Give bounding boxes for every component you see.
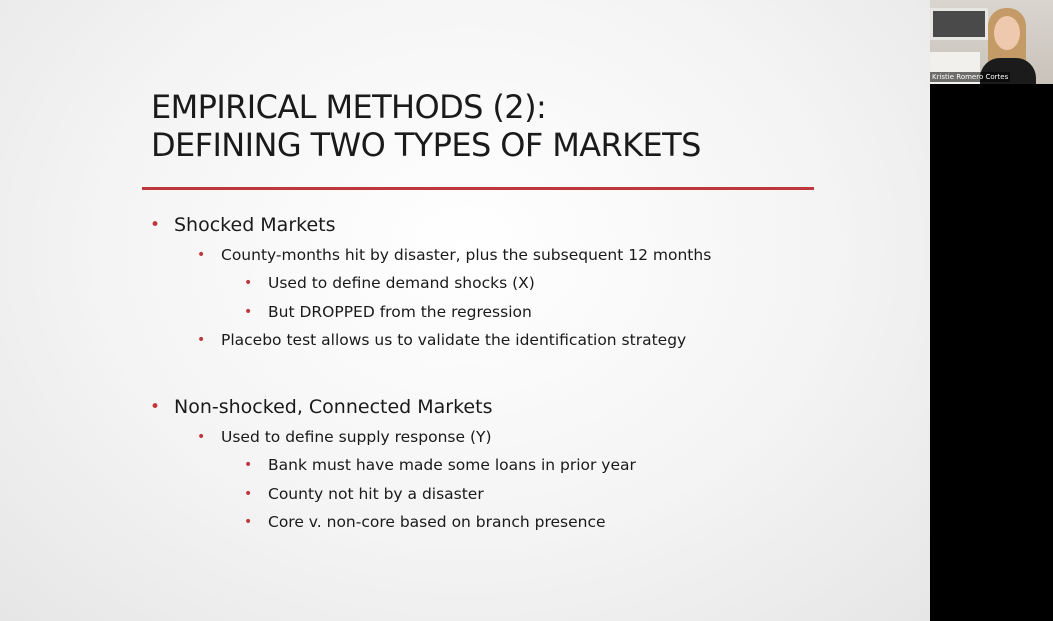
bullet-prior-loans: • Bank must have made some loans in prior year (268, 455, 636, 475)
slide-title (151, 88, 701, 164)
slide-title-line-1: EMPIRICAL METHODS (2): (151, 88, 547, 126)
bullet-shocked-markets: • Shocked Markets (174, 213, 336, 237)
participant-name-label: Kristie Romero Cortes (932, 73, 1009, 81)
participant-video-tile[interactable] (930, 0, 1053, 84)
slide-title-line-2: DEFINING TWO TYPES OF MARKETS (151, 126, 701, 164)
bullet-placebo-test: • Placebo test allows us to validate the identification strategy (221, 330, 686, 350)
bullet-not-hit: • County not hit by a disaster (268, 484, 484, 504)
bullet-core-noncore: • Core v. non-core based on branch presence (268, 512, 606, 532)
bullet-county-months: • County-months hit by disaster, plus the subsequent 12 months (221, 245, 711, 265)
bullet-non-shocked-markets: • Non-shocked, Connected Markets (174, 395, 492, 419)
participant-face (994, 16, 1020, 50)
bullet-supply-response: • Used to define supply response (Y) (221, 427, 492, 447)
bullet-dropped: • But DROPPED from the regression (268, 302, 532, 322)
title-divider (142, 187, 814, 190)
bullet-demand-shocks: • Used to define demand shocks (X) (268, 273, 535, 293)
video-sidebar (930, 0, 1053, 621)
